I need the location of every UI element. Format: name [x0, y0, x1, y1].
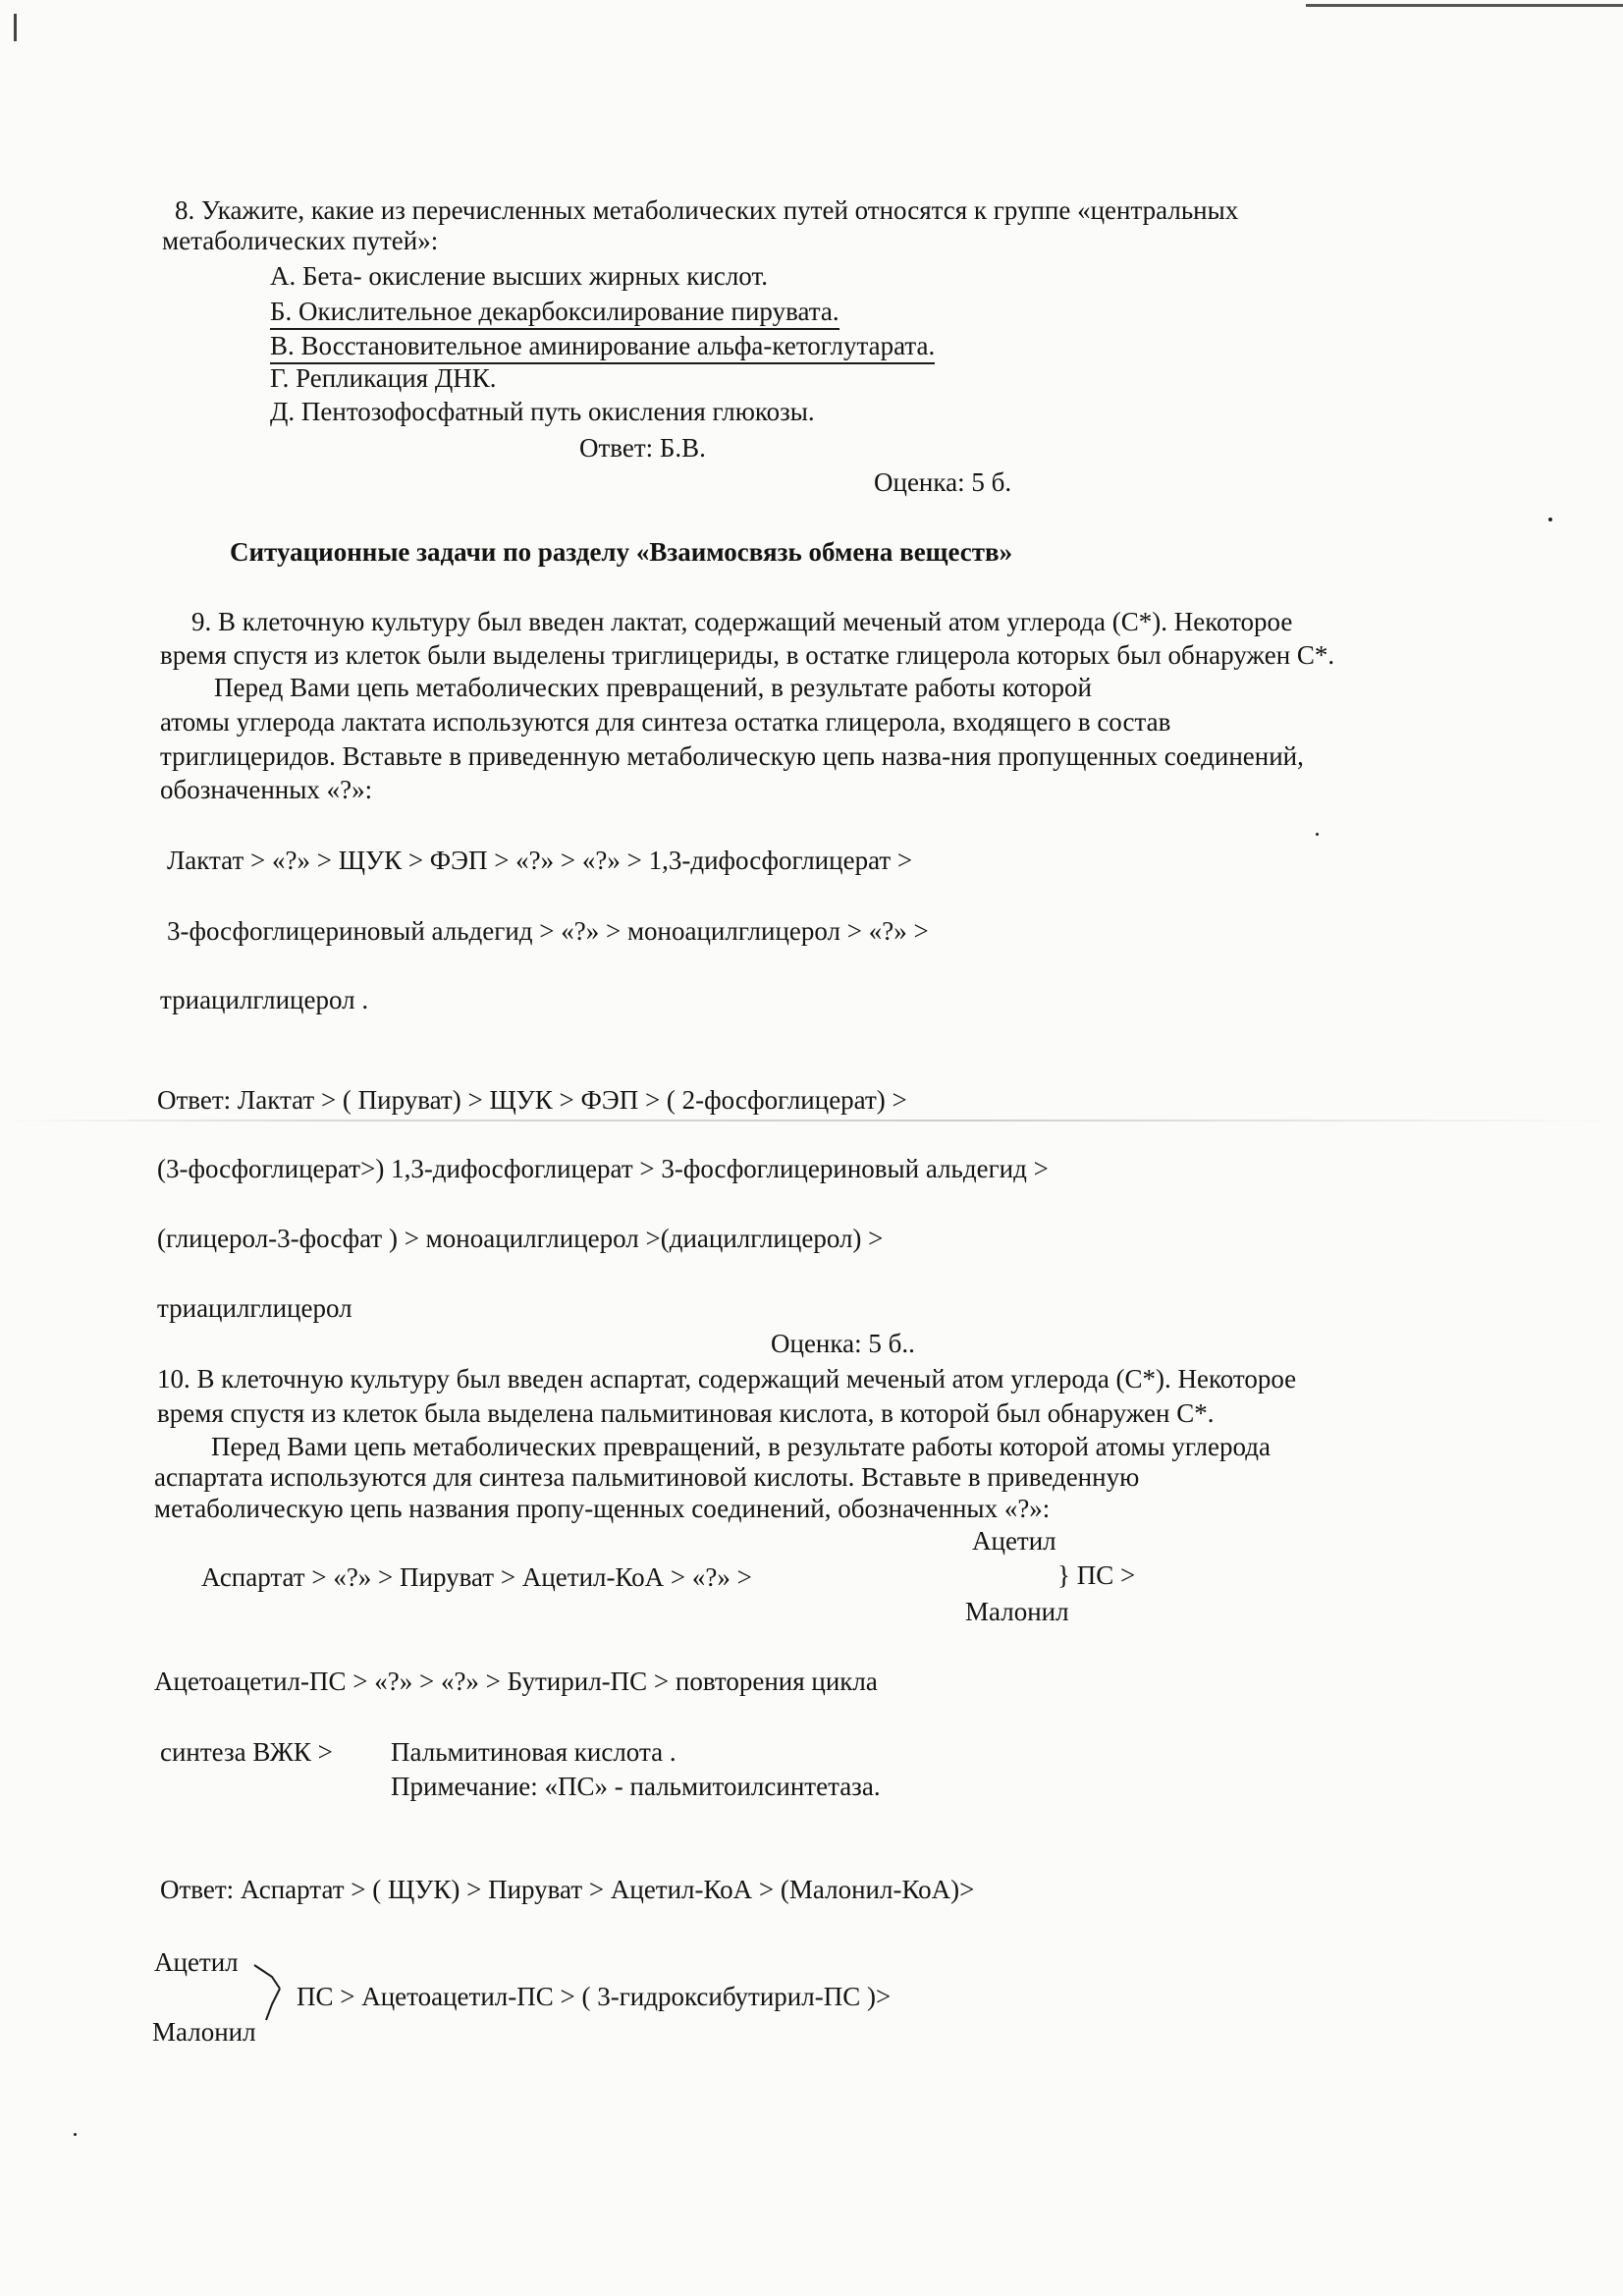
q10-chain-2: Ацетоацетил-ПС > «?» > «?» > Бутирил-ПС > повторения цикла — [154, 1667, 878, 1696]
q10-answer-rest: ПС > Ацетоацетил-ПС > ( 3-гидроксибутирил-ПС )> — [297, 1982, 892, 2011]
q9-line-3: Перед Вами цепь метаболических превращений, в результате работы которой — [214, 673, 1092, 702]
q10-acetyl-label: Ацетил — [972, 1526, 1056, 1556]
q8-answer: Ответ: Б.В. — [579, 433, 706, 463]
left-edge-mark — [14, 14, 17, 41]
q9-chain-3: триацилглицерол . — [160, 985, 369, 1014]
q9-chain-1: Лактат > «?» > ЩУК > ФЭП > «?» > «?» > 1,3-дифосфоглицерат > — [167, 846, 913, 875]
q10-line-1: 10. В клеточную культуру был введен аспартат, содержащий меченый атом углерода (С*). Некоторое — [157, 1364, 1297, 1394]
q9-line-5: триглицеридов. Вставьте в приведенную метаболическую цепь назва-ния пропущенных соединений, — [160, 741, 1304, 771]
q8-option-d: Д. Пентозофосфатный путь окисления глюкозы. — [270, 397, 815, 426]
q9-score: Оценка: 5 б.. — [771, 1329, 915, 1358]
q9-answer-1: Ответ: Лактат > ( Пируват) > ЩУК > ФЭП > ( 2-фосфоглицерат) > — [157, 1085, 907, 1115]
q10-chain-3a: синтеза ВЖК > — [160, 1737, 333, 1767]
q8-score: Оценка: 5 б. — [874, 467, 1012, 497]
q9-line-6: обозначенных «?»: — [160, 775, 373, 804]
speck — [1316, 833, 1319, 836]
q9-line-4: атомы углерода лактата используются для синтеза остатка глицерола, входящего в состав — [160, 707, 1171, 737]
fold-line — [0, 1120, 1623, 1121]
q10-note: Примечание: «ПС» - пальмитоилсинтетаза. — [391, 1772, 881, 1801]
q8-option-a: А. Бета- окисление высших жирных кислот. — [270, 261, 768, 291]
q10-answer-malonyl: Малонил — [152, 2017, 256, 2047]
speck — [74, 2133, 77, 2136]
q9-answer-2: (3-фосфоглицерат>) 1,3-дифосфоглицерат > 3-фосфоглицериновый альдегид > — [157, 1154, 1049, 1183]
q10-answer-acetyl: Ацетил — [154, 1947, 239, 1977]
q9-line-2: время спустя из клеток были выделены триглицериды, в остатке глицерола которых был обнаружен С*. — [160, 640, 1335, 670]
q10-malonyl-label: Малонил — [965, 1597, 1069, 1626]
q9-answer-3: (глицерол-3-фосфат ) > моноацилглицерол >(диацилглицерол) > — [157, 1224, 884, 1253]
q9-answer-4: триацилглицерол — [157, 1293, 352, 1323]
top-edge-line — [1306, 4, 1623, 7]
q8-option-v: В. Восстановительное аминирование альфа-кетоглутарата. — [270, 330, 935, 364]
q9-line-1: 9. В клеточную культуру был введен лактат, содержащий меченый атом углерода (С*). Некоторое — [191, 607, 1293, 636]
q8-line-2: метаболических путей»: — [162, 226, 439, 255]
speck — [1548, 518, 1552, 521]
q10-line-4: аспартата используются для синтеза пальмитиновой кислоты. Вставьте в приведенную — [154, 1462, 1140, 1492]
q10-answer-1: Ответ: Аспартат > ( ЩУК) > Пируват > Ацетил-КоА > (Малонил-КоА)> — [160, 1875, 975, 1904]
section-title: Ситуационные задачи по разделу «Взаимосвязь обмена веществ» — [230, 537, 1013, 567]
q10-chain-1: Аспартат > «?» > Пируват > Ацетил-КоА > «?» > — [201, 1562, 752, 1592]
q10-chain-3b: Пальмитиновая кислота . — [391, 1737, 676, 1767]
q10-line-2: время спустя из клеток была выделена пальмитиновая кислота, в которой был обнаружен С*. — [157, 1398, 1215, 1428]
q9-chain-2: 3-фосфоглицериновый альдегид > «?» > моноацилглицерол > «?» > — [167, 916, 929, 946]
q8-option-b: Б. Окислительное декарбоксилирование пирувата. — [270, 296, 839, 330]
q10-line-3: Перед Вами цепь метаболических превращений, в результате работы которой атомы углерода — [211, 1432, 1271, 1461]
q10-brace-ps: } ПС > — [1057, 1560, 1136, 1590]
q10-line-5: метаболическую цепь названия пропу-щенных соединений, обозначенных «?»: — [154, 1494, 1051, 1523]
answer-join-bracket — [250, 1959, 299, 2028]
q8-option-g: Г. Репликация ДНК. — [270, 363, 497, 393]
q8-line-1: 8. Укажите, какие из перечисленных метаболических путей относятся к группе «центральных — [175, 195, 1239, 225]
